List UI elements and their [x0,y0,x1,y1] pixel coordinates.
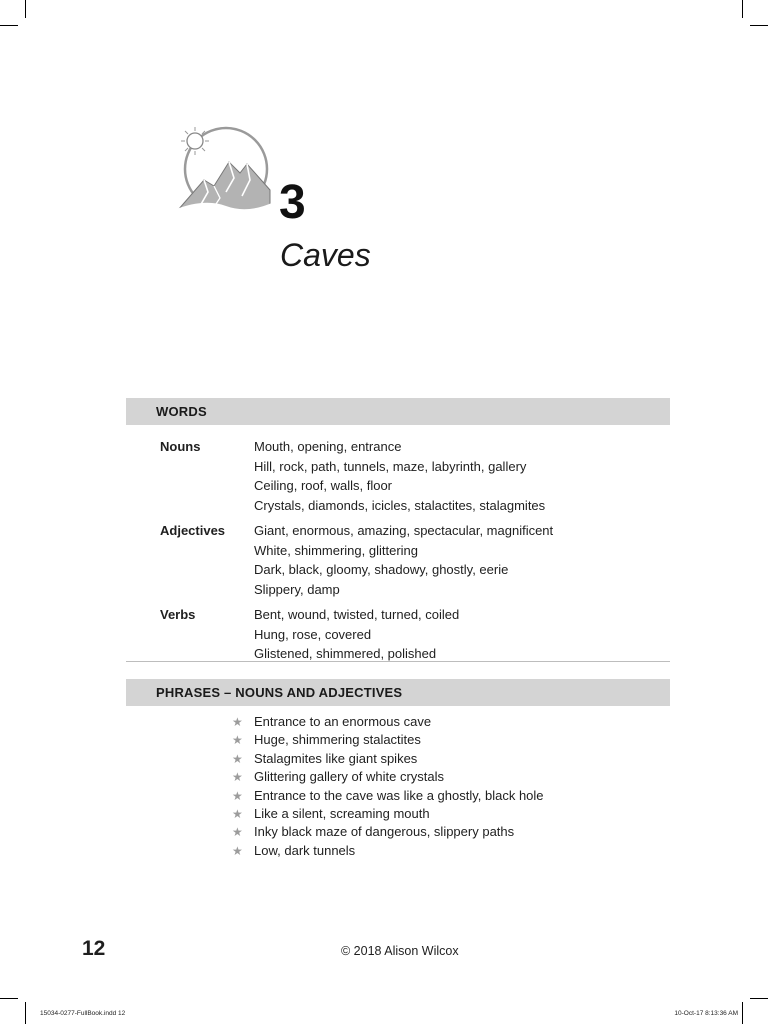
words-heading: WORDS [156,404,207,419]
words-section-header [126,398,670,425]
group-label: Verbs [160,607,196,622]
star-icon: ★ [232,843,243,858]
section-divider [126,661,670,662]
star-icon: ★ [232,825,243,840]
phrase-text: Inky black maze of dangerous, slippery paths [254,824,515,840]
print-slug-file: 15034-0277-FullBook.indd 12 [40,1010,126,1017]
group-label: Nouns [160,439,201,454]
phrase-item [232,750,544,768]
word-line: Crystals, diamonds, icicles, stalactites, stalagmites [254,497,546,513]
phrase-item [232,842,544,860]
word-line: Ceiling, roof, walls, floor [254,478,392,493]
word-line: Hill, rock, path, tunnels, maze, labyrinth, gallery [254,458,527,474]
group-label: Adjectives [160,523,226,538]
phrase-item [232,823,544,841]
crop-mark-bottom-left-horizontal [0,998,18,999]
word-line: White, shimmering, glittering [254,542,418,558]
group-lines [254,605,660,664]
phrase-text: Stalagmites like giant spikes [254,750,418,766]
crop-mark-top-left-horizontal [0,25,18,26]
word-line: Glistened, shimmered, polished [254,646,437,661]
phrase-text: Entrance to the cave was like a ghostly, black hole [254,787,544,803]
phrase-text: Huge, shimmering stalactites [254,732,421,748]
star-icon: ★ [232,751,243,766]
phrase-item [232,768,544,786]
star-icon: ★ [232,770,243,785]
word-line: Hung, rose, covered [254,626,372,642]
phrase-text: Entrance to an enormous cave [254,714,432,729]
phrase-item [232,805,544,823]
word-line: Slippery, damp [254,581,340,597]
word-group-nouns [160,437,660,515]
star-icon: ★ [232,715,243,729]
phrases-section-header [126,679,670,706]
mountain-sun-icon [174,118,274,216]
phrase-text: Glittering gallery of white crystals [254,769,445,785]
group-lines [254,521,660,599]
crop-mark-top-right-horizontal [750,25,768,26]
phrase-item [232,731,544,749]
phrase-text: Like a silent, screaming mouth [254,806,430,822]
crop-mark-bottom-left-vertical [25,1002,26,1024]
phrases-heading: PHRASES – NOUNS AND ADJECTIVES [156,685,403,700]
word-group-adjectives [160,521,660,599]
print-slug-timestamp: 10-Oct-17 8:13:36 AM [674,1010,738,1017]
words-table [160,437,660,670]
phrase-text: Low, dark tunnels [254,842,356,858]
group-lines [254,437,660,515]
word-line: Dark, black, gloomy, shadowy, ghostly, eerie [254,562,509,577]
phrase-item [232,713,544,731]
phrase-item [232,787,544,805]
word-line: Bent, wound, twisted, turned, coiled [254,607,460,622]
word-line: Mouth, opening, entrance [254,439,402,454]
chapter-number: 3 [279,176,305,229]
star-icon: ★ [232,733,243,748]
crop-mark-top-left-vertical [25,0,26,18]
word-group-verbs [160,605,660,664]
chapter-title: Caves [280,237,371,273]
crop-mark-bottom-right-horizontal [750,998,768,999]
star-icon: ★ [232,807,243,822]
page-number: 12 [82,937,106,960]
copyright-notice: © 2018 Alison Wilcox [341,944,459,958]
crop-mark-bottom-right-vertical [742,1002,743,1024]
crop-mark-top-right-vertical [742,0,743,18]
phrase-list [232,713,544,860]
word-line: Giant, enormous, amazing, spectacular, magnificent [254,523,554,538]
star-icon: ★ [232,788,243,803]
